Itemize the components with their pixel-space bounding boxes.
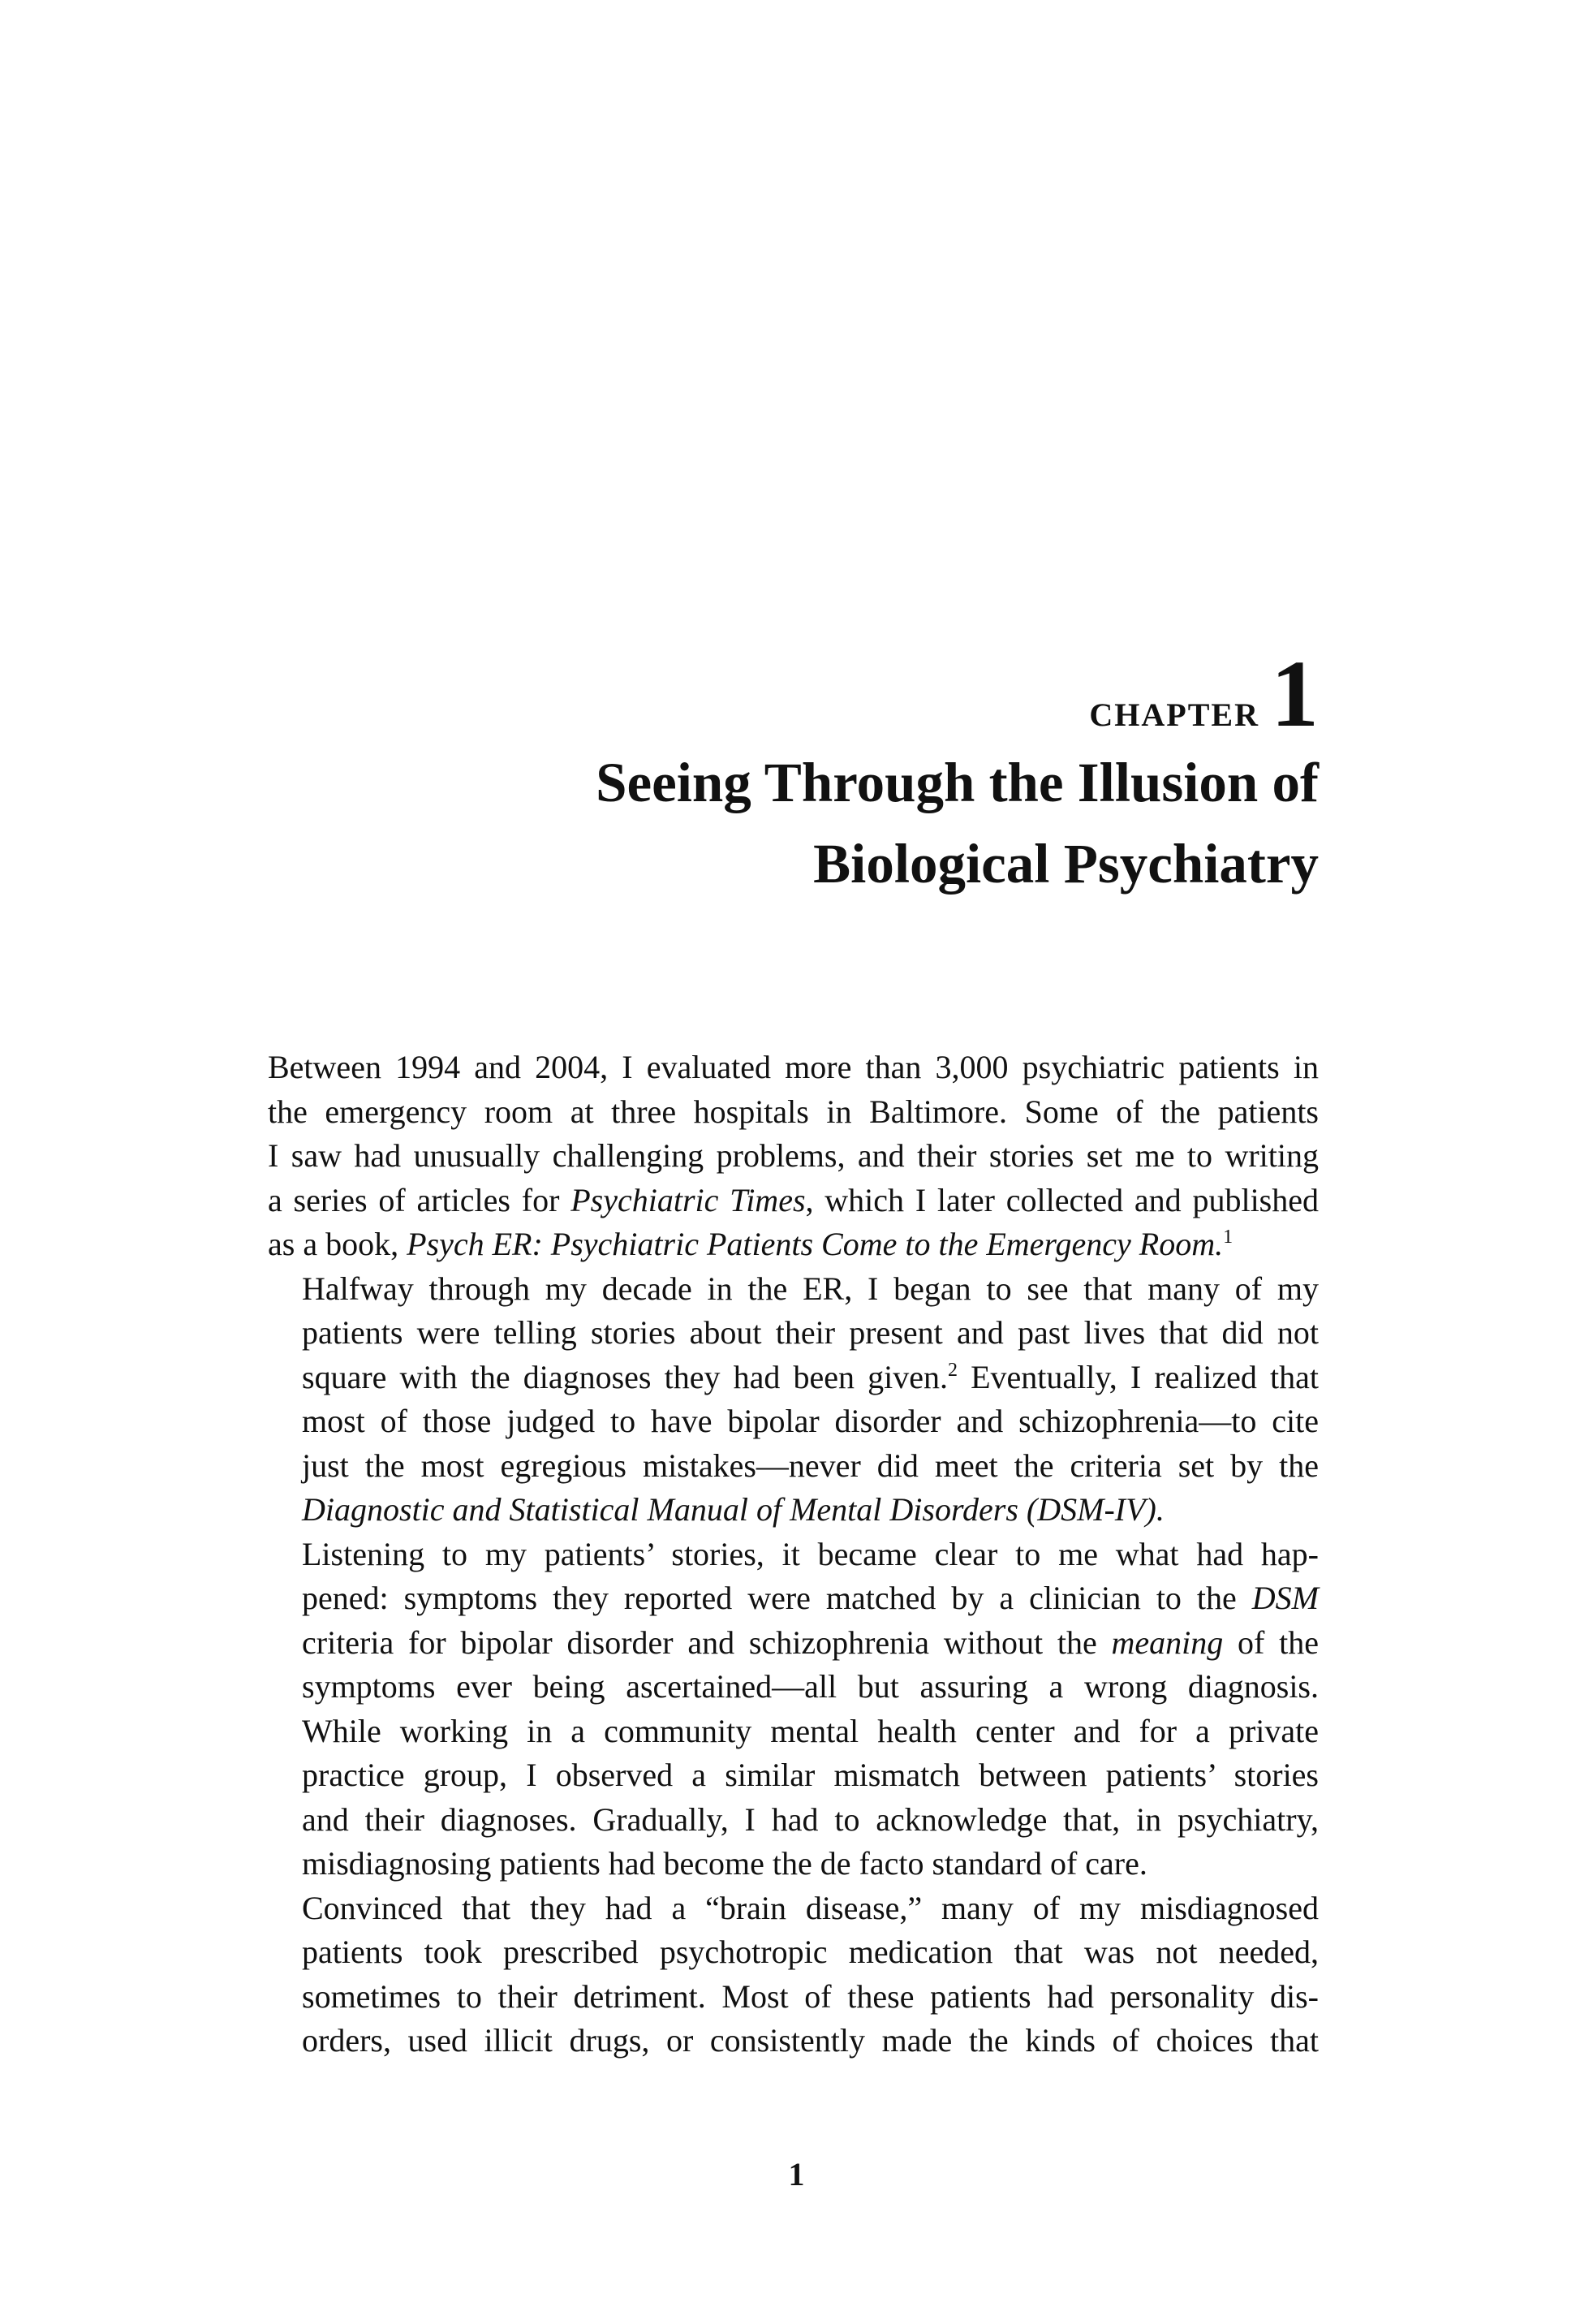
text-line: While working in a community mental health center and for a private [302, 1712, 1319, 1749]
text-line: orders, used illicit drugs, or consistently made the kinds of choices that [302, 2022, 1319, 2059]
dsm-term: DSM [1251, 1580, 1319, 1616]
chapter-heading [268, 640, 1319, 904]
chapter-title [268, 742, 1319, 904]
chapter-title-line-2: Biological Psychiatry [813, 833, 1319, 895]
text-line: Convinced that they had a “brain disease,” many of my misdiagnosed [302, 1889, 1319, 1926]
page-number: 1 [788, 2156, 805, 2192]
text-run: a series of articles for [268, 1181, 571, 1218]
text-run: as a book, [268, 1226, 407, 1262]
text-run: , which I later collected and published [805, 1181, 1319, 1218]
text-run: Eventually, I realized that [957, 1358, 1320, 1395]
text-line: Listening to my patients’ stories, it became clear to me what had hap- [302, 1535, 1319, 1572]
footnote-ref-1[interactable]: 1 [1223, 1227, 1233, 1248]
paragraph-1 [268, 1046, 1319, 1267]
text-line [268, 1222, 1319, 1267]
text-line: practice group, I observed a similar mismatch between patients’ stories [302, 1757, 1319, 1793]
text-run: of the [1223, 1623, 1319, 1661]
text-line: patients took prescribed psychotropic medication that was not needed, [302, 1934, 1319, 1970]
journal-title: Psychiatric Times [570, 1181, 806, 1218]
text-line: most of those judged to have bipolar disorder and schizophrenia—to cite [302, 1403, 1319, 1439]
text-run: square with the diagnoses they had been given. [302, 1358, 948, 1395]
footnote-ref-2[interactable]: 2 [947, 1359, 958, 1381]
text-line [268, 1488, 1319, 1533]
manual-title: Diagnostic and Statistical Manual of Mental Disorders (DSM-IV). [302, 1491, 1165, 1528]
chapter-title-line-1: Seeing Through the Illusion of [596, 752, 1319, 813]
text-line: and their diagnoses. Gradually, I had to acknowledge that, in psychiatry, [302, 1800, 1319, 1838]
text-line: Between 1994 and 2004, I evaluated more than 3,000 psychiatric patients in [268, 1049, 1319, 1085]
text-run: criteria for bipolar disorder and schizophrenia without the [302, 1623, 1112, 1661]
text-line: Halfway through my decade in the ER, I began to see that many of my [302, 1270, 1319, 1307]
chapter-label: CHAPTER [1089, 696, 1259, 733]
text-line: patients were telling stories about their present and past lives that did not [302, 1314, 1319, 1351]
text-line [268, 1356, 1319, 1400]
text-run: pened: symptoms they reported were matched by a clinician to the [302, 1580, 1252, 1616]
paragraph-4 [268, 1886, 1319, 2063]
chapter-number: 1 [1271, 640, 1319, 747]
text-line: the emergency room at three hospitals in Baltimore. Some of the patients [268, 1093, 1319, 1130]
text-line: just the most egregious mistakes—never did meet the criteria set by the [302, 1447, 1319, 1484]
chapter-label-line [268, 640, 1319, 747]
paragraph-3 [268, 1533, 1319, 1886]
text-line: symptoms ever being ascertained—all but assuring a wrong diagnosis. [302, 1668, 1319, 1705]
text-line: misdiagnosing patients had become the de facto standard of care. [302, 1845, 1147, 1882]
meaning-term: meaning [1111, 1623, 1224, 1661]
text-line: I saw had unusually challenging problems, and their stories set me to writing [268, 1137, 1319, 1174]
paragraph-2 [268, 1267, 1319, 1533]
text-line [268, 1621, 1319, 1666]
text-line [268, 1179, 1319, 1223]
text-line [268, 1576, 1319, 1621]
body-text [268, 1046, 1319, 2063]
text-line: sometimes to their detriment. Most of these patients had personality dis- [302, 1977, 1319, 2015]
book-title: Psych ER: Psychiatric Patients Come to the Emergency Room. [407, 1226, 1224, 1262]
